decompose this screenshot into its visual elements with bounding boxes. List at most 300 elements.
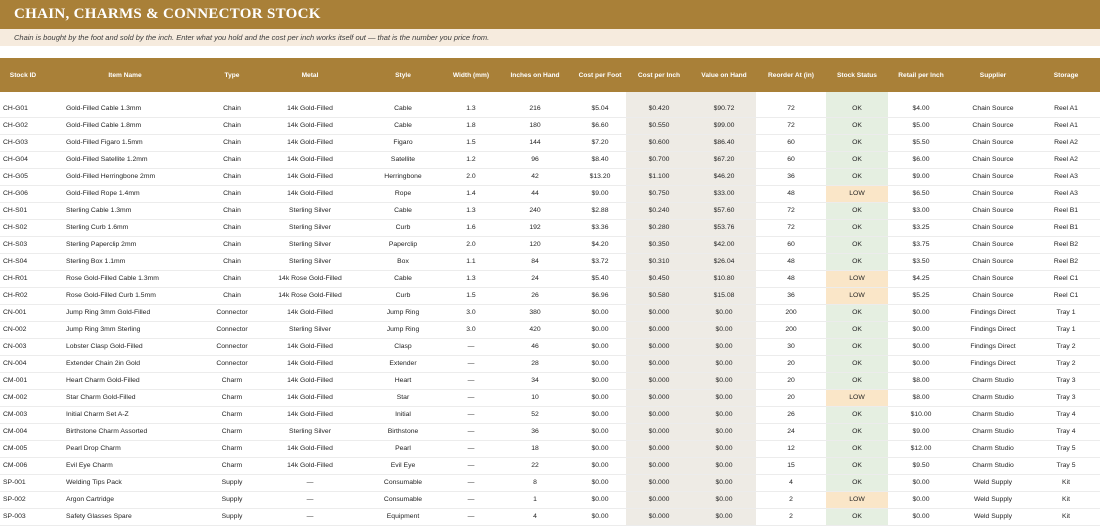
cell-inches-on-hand[interactable]: 1 bbox=[496, 491, 574, 508]
cell-width[interactable]: 2.0 bbox=[446, 168, 496, 185]
cell-stock-id[interactable]: CH-G03 bbox=[0, 134, 46, 151]
cell-stock-status[interactable]: LOW bbox=[826, 185, 888, 202]
cell-value-on-hand[interactable]: $0.00 bbox=[692, 406, 756, 423]
cell-stock-status[interactable]: OK bbox=[826, 355, 888, 372]
cell-type[interactable]: Chain bbox=[204, 168, 260, 185]
cell-item-name[interactable]: Sterling Paperclip 2mm bbox=[46, 236, 204, 253]
cell-value-on-hand[interactable]: $10.80 bbox=[692, 270, 756, 287]
cell-metal[interactable]: Sterling Silver bbox=[260, 423, 360, 440]
cell-item-name[interactable]: Extender Chain 2in Gold bbox=[46, 355, 204, 372]
cell-storage[interactable]: Tray 2 bbox=[1032, 338, 1100, 355]
cell-type[interactable]: Connector bbox=[204, 338, 260, 355]
cell-value-on-hand[interactable]: $90.72 bbox=[692, 92, 756, 117]
cell-storage[interactable]: Kit bbox=[1032, 474, 1100, 491]
cell-stock-status[interactable]: OK bbox=[826, 151, 888, 168]
cell-retail-per-inch[interactable]: $3.00 bbox=[888, 202, 954, 219]
cell-stock-id[interactable]: SP-001 bbox=[0, 474, 46, 491]
cell-cost-per-inch[interactable]: $0.000 bbox=[626, 338, 692, 355]
cell-retail-per-inch[interactable]: $3.75 bbox=[888, 236, 954, 253]
cell-reorder-at[interactable]: 2 bbox=[756, 508, 826, 525]
cell-metal[interactable]: 14k Gold-Filled bbox=[260, 355, 360, 372]
column-header-inches-on-hand[interactable]: Inches on Hand bbox=[496, 58, 574, 92]
cell-item-name[interactable]: Initial Charm Set A-Z bbox=[46, 406, 204, 423]
cell-cost-per-foot[interactable]: $0.00 bbox=[574, 338, 626, 355]
cell-width[interactable]: 1.5 bbox=[446, 287, 496, 304]
cell-style[interactable]: Cable bbox=[360, 270, 446, 287]
cell-inches-on-hand[interactable]: 96 bbox=[496, 151, 574, 168]
cell-supplier[interactable]: Chain Source bbox=[954, 253, 1032, 270]
cell-item-name[interactable]: Jump Ring 3mm Gold-Filled bbox=[46, 304, 204, 321]
cell-reorder-at[interactable]: 24 bbox=[756, 423, 826, 440]
cell-value-on-hand[interactable]: $0.00 bbox=[692, 474, 756, 491]
cell-value-on-hand[interactable]: $0.00 bbox=[692, 457, 756, 474]
cell-cost-per-foot[interactable]: $0.00 bbox=[574, 440, 626, 457]
cell-metal[interactable]: — bbox=[260, 508, 360, 525]
cell-storage[interactable]: Tray 4 bbox=[1032, 423, 1100, 440]
cell-supplier[interactable]: Chain Source bbox=[954, 219, 1032, 236]
cell-inches-on-hand[interactable]: 24 bbox=[496, 270, 574, 287]
cell-style[interactable]: Initial bbox=[360, 406, 446, 423]
cell-metal[interactable]: Sterling Silver bbox=[260, 236, 360, 253]
cell-reorder-at[interactable]: 72 bbox=[756, 202, 826, 219]
cell-stock-id[interactable]: CH-G02 bbox=[0, 117, 46, 134]
cell-stock-id[interactable]: CH-S02 bbox=[0, 219, 46, 236]
cell-width[interactable]: — bbox=[446, 474, 496, 491]
cell-cost-per-foot[interactable]: $0.00 bbox=[574, 423, 626, 440]
cell-cost-per-foot[interactable]: $6.96 bbox=[574, 287, 626, 304]
cell-cost-per-inch[interactable]: $0.450 bbox=[626, 270, 692, 287]
cell-cost-per-inch[interactable]: $0.550 bbox=[626, 117, 692, 134]
cell-stock-status[interactable]: OK bbox=[826, 92, 888, 117]
cell-stock-status[interactable]: OK bbox=[826, 117, 888, 134]
cell-retail-per-inch[interactable]: $0.00 bbox=[888, 508, 954, 525]
cell-width[interactable]: 1.2 bbox=[446, 151, 496, 168]
cell-stock-id[interactable]: CH-G06 bbox=[0, 185, 46, 202]
cell-cost-per-inch[interactable]: $0.000 bbox=[626, 508, 692, 525]
cell-stock-status[interactable]: OK bbox=[826, 338, 888, 355]
cell-width[interactable]: — bbox=[446, 423, 496, 440]
cell-item-name[interactable]: Rose Gold-Filled Curb 1.5mm bbox=[46, 287, 204, 304]
cell-retail-per-inch[interactable]: $0.00 bbox=[888, 304, 954, 321]
cell-style[interactable]: Satellite bbox=[360, 151, 446, 168]
cell-inches-on-hand[interactable]: 144 bbox=[496, 134, 574, 151]
cell-cost-per-foot[interactable]: $0.00 bbox=[574, 474, 626, 491]
cell-reorder-at[interactable]: 36 bbox=[756, 287, 826, 304]
cell-type[interactable]: Connector bbox=[204, 355, 260, 372]
cell-reorder-at[interactable]: 60 bbox=[756, 151, 826, 168]
cell-stock-status[interactable]: OK bbox=[826, 440, 888, 457]
cell-cost-per-foot[interactable]: $3.36 bbox=[574, 219, 626, 236]
cell-item-name[interactable]: Gold-Filled Figaro 1.5mm bbox=[46, 134, 204, 151]
cell-item-name[interactable]: Lobster Clasp Gold-Filled bbox=[46, 338, 204, 355]
cell-stock-status[interactable]: OK bbox=[826, 372, 888, 389]
cell-reorder-at[interactable]: 20 bbox=[756, 372, 826, 389]
cell-reorder-at[interactable]: 48 bbox=[756, 185, 826, 202]
cell-value-on-hand[interactable]: $53.76 bbox=[692, 219, 756, 236]
cell-item-name[interactable]: Gold-Filled Rope 1.4mm bbox=[46, 185, 204, 202]
cell-stock-id[interactable]: SP-002 bbox=[0, 491, 46, 508]
cell-supplier[interactable]: Findings Direct bbox=[954, 355, 1032, 372]
cell-width[interactable]: 1.3 bbox=[446, 92, 496, 117]
cell-stock-id[interactable]: CH-G04 bbox=[0, 151, 46, 168]
cell-stock-status[interactable]: LOW bbox=[826, 389, 888, 406]
cell-reorder-at[interactable]: 26 bbox=[756, 406, 826, 423]
column-header-style[interactable]: Style bbox=[360, 58, 446, 92]
cell-style[interactable]: Consumable bbox=[360, 474, 446, 491]
cell-inches-on-hand[interactable]: 28 bbox=[496, 355, 574, 372]
cell-metal[interactable]: 14k Gold-Filled bbox=[260, 304, 360, 321]
cell-metal[interactable]: 14k Gold-Filled bbox=[260, 92, 360, 117]
cell-type[interactable]: Chain bbox=[204, 236, 260, 253]
cell-stock-status[interactable]: OK bbox=[826, 168, 888, 185]
cell-reorder-at[interactable]: 72 bbox=[756, 117, 826, 134]
cell-stock-id[interactable]: CM-002 bbox=[0, 389, 46, 406]
cell-supplier[interactable]: Charm Studio bbox=[954, 389, 1032, 406]
cell-metal[interactable]: Sterling Silver bbox=[260, 219, 360, 236]
column-header-supplier[interactable]: Supplier bbox=[954, 58, 1032, 92]
cell-cost-per-inch[interactable]: $0.000 bbox=[626, 389, 692, 406]
cell-supplier[interactable]: Chain Source bbox=[954, 168, 1032, 185]
cell-value-on-hand[interactable]: $0.00 bbox=[692, 440, 756, 457]
cell-value-on-hand[interactable]: $0.00 bbox=[692, 321, 756, 338]
cell-style[interactable]: Pearl bbox=[360, 440, 446, 457]
cell-cost-per-foot[interactable]: $6.60 bbox=[574, 117, 626, 134]
cell-cost-per-inch[interactable]: $0.000 bbox=[626, 457, 692, 474]
cell-cost-per-foot[interactable]: $0.00 bbox=[574, 457, 626, 474]
cell-type[interactable]: Charm bbox=[204, 423, 260, 440]
cell-cost-per-inch[interactable]: $0.420 bbox=[626, 92, 692, 117]
cell-supplier[interactable]: Chain Source bbox=[954, 92, 1032, 117]
cell-supplier[interactable]: Chain Source bbox=[954, 287, 1032, 304]
cell-storage[interactable]: Tray 1 bbox=[1032, 321, 1100, 338]
cell-supplier[interactable]: Chain Source bbox=[954, 236, 1032, 253]
cell-reorder-at[interactable]: 20 bbox=[756, 389, 826, 406]
cell-stock-id[interactable]: CM-003 bbox=[0, 406, 46, 423]
cell-cost-per-foot[interactable]: $0.00 bbox=[574, 406, 626, 423]
cell-metal[interactable]: 14k Gold-Filled bbox=[260, 168, 360, 185]
cell-cost-per-foot[interactable]: $0.00 bbox=[574, 321, 626, 338]
cell-value-on-hand[interactable]: $0.00 bbox=[692, 389, 756, 406]
cell-style[interactable]: Evil Eye bbox=[360, 457, 446, 474]
cell-retail-per-inch[interactable]: $9.50 bbox=[888, 457, 954, 474]
cell-cost-per-foot[interactable]: $0.00 bbox=[574, 508, 626, 525]
cell-stock-id[interactable]: CN-004 bbox=[0, 355, 46, 372]
cell-style[interactable]: Extender bbox=[360, 355, 446, 372]
cell-item-name[interactable]: Gold-Filled Satellite 1.2mm bbox=[46, 151, 204, 168]
cell-value-on-hand[interactable]: $0.00 bbox=[692, 338, 756, 355]
cell-type[interactable]: Supply bbox=[204, 474, 260, 491]
cell-style[interactable]: Consumable bbox=[360, 491, 446, 508]
cell-retail-per-inch[interactable]: $8.00 bbox=[888, 372, 954, 389]
cell-cost-per-inch[interactable]: $0.000 bbox=[626, 321, 692, 338]
cell-supplier[interactable]: Weld Supply bbox=[954, 508, 1032, 525]
cell-value-on-hand[interactable]: $0.00 bbox=[692, 372, 756, 389]
cell-storage[interactable]: Reel B2 bbox=[1032, 236, 1100, 253]
cell-storage[interactable]: Tray 5 bbox=[1032, 457, 1100, 474]
cell-supplier[interactable]: Chain Source bbox=[954, 151, 1032, 168]
cell-type[interactable]: Charm bbox=[204, 372, 260, 389]
cell-storage[interactable]: Tray 5 bbox=[1032, 440, 1100, 457]
cell-stock-status[interactable]: OK bbox=[826, 406, 888, 423]
cell-storage[interactable]: Reel C1 bbox=[1032, 270, 1100, 287]
cell-inches-on-hand[interactable]: 180 bbox=[496, 117, 574, 134]
cell-item-name[interactable]: Safety Glasses Spare bbox=[46, 508, 204, 525]
cell-value-on-hand[interactable]: $15.08 bbox=[692, 287, 756, 304]
cell-cost-per-inch[interactable]: $0.350 bbox=[626, 236, 692, 253]
cell-item-name[interactable]: Birthstone Charm Assorted bbox=[46, 423, 204, 440]
cell-inches-on-hand[interactable]: 22 bbox=[496, 457, 574, 474]
cell-storage[interactable]: Kit bbox=[1032, 491, 1100, 508]
column-header-stock-id[interactable]: Stock ID bbox=[0, 58, 46, 92]
cell-reorder-at[interactable]: 2 bbox=[756, 491, 826, 508]
cell-cost-per-foot[interactable]: $13.20 bbox=[574, 168, 626, 185]
cell-reorder-at[interactable]: 30 bbox=[756, 338, 826, 355]
cell-storage[interactable]: Tray 1 bbox=[1032, 304, 1100, 321]
cell-type[interactable]: Charm bbox=[204, 440, 260, 457]
cell-cost-per-inch[interactable]: $0.700 bbox=[626, 151, 692, 168]
cell-type[interactable]: Chain bbox=[204, 117, 260, 134]
cell-supplier[interactable]: Chain Source bbox=[954, 270, 1032, 287]
cell-supplier[interactable]: Charm Studio bbox=[954, 372, 1032, 389]
cell-metal[interactable]: — bbox=[260, 491, 360, 508]
cell-inches-on-hand[interactable]: 84 bbox=[496, 253, 574, 270]
cell-width[interactable]: — bbox=[446, 491, 496, 508]
cell-value-on-hand[interactable]: $67.20 bbox=[692, 151, 756, 168]
cell-cost-per-foot[interactable]: $5.04 bbox=[574, 92, 626, 117]
cell-value-on-hand[interactable]: $0.00 bbox=[692, 491, 756, 508]
cell-retail-per-inch[interactable]: $0.00 bbox=[888, 491, 954, 508]
cell-reorder-at[interactable]: 12 bbox=[756, 440, 826, 457]
cell-storage[interactable]: Reel B1 bbox=[1032, 202, 1100, 219]
cell-stock-id[interactable]: SP-003 bbox=[0, 508, 46, 525]
cell-stock-status[interactable]: OK bbox=[826, 321, 888, 338]
cell-style[interactable]: Curb bbox=[360, 219, 446, 236]
cell-value-on-hand[interactable]: $42.00 bbox=[692, 236, 756, 253]
cell-item-name[interactable]: Evil Eye Charm bbox=[46, 457, 204, 474]
cell-cost-per-foot[interactable]: $5.40 bbox=[574, 270, 626, 287]
cell-reorder-at[interactable]: 4 bbox=[756, 474, 826, 491]
cell-type[interactable]: Supply bbox=[204, 508, 260, 525]
cell-cost-per-inch[interactable]: $0.000 bbox=[626, 440, 692, 457]
cell-width[interactable]: — bbox=[446, 338, 496, 355]
cell-stock-status[interactable]: OK bbox=[826, 236, 888, 253]
cell-inches-on-hand[interactable]: 46 bbox=[496, 338, 574, 355]
cell-reorder-at[interactable]: 60 bbox=[756, 236, 826, 253]
cell-style[interactable]: Star bbox=[360, 389, 446, 406]
cell-width[interactable]: 1.3 bbox=[446, 202, 496, 219]
cell-storage[interactable]: Reel C1 bbox=[1032, 287, 1100, 304]
cell-supplier[interactable]: Weld Supply bbox=[954, 474, 1032, 491]
cell-cost-per-inch[interactable]: $0.750 bbox=[626, 185, 692, 202]
cell-reorder-at[interactable]: 72 bbox=[756, 219, 826, 236]
cell-cost-per-foot[interactable]: $0.00 bbox=[574, 304, 626, 321]
cell-metal[interactable]: 14k Gold-Filled bbox=[260, 457, 360, 474]
cell-width[interactable]: 1.8 bbox=[446, 117, 496, 134]
cell-storage[interactable]: Tray 4 bbox=[1032, 406, 1100, 423]
cell-cost-per-inch[interactable]: $0.000 bbox=[626, 372, 692, 389]
cell-stock-id[interactable]: CN-003 bbox=[0, 338, 46, 355]
cell-type[interactable]: Chain bbox=[204, 134, 260, 151]
cell-stock-id[interactable]: CH-S03 bbox=[0, 236, 46, 253]
cell-item-name[interactable]: Gold-Filled Cable 1.8mm bbox=[46, 117, 204, 134]
cell-item-name[interactable]: Welding Tips Pack bbox=[46, 474, 204, 491]
cell-stock-id[interactable]: CH-S01 bbox=[0, 202, 46, 219]
cell-cost-per-foot[interactable]: $0.00 bbox=[574, 355, 626, 372]
cell-type[interactable]: Connector bbox=[204, 321, 260, 338]
cell-width[interactable]: — bbox=[446, 355, 496, 372]
cell-stock-id[interactable]: CH-G01 bbox=[0, 92, 46, 117]
cell-cost-per-foot[interactable]: $8.40 bbox=[574, 151, 626, 168]
cell-style[interactable]: Jump Ring bbox=[360, 304, 446, 321]
cell-supplier[interactable]: Findings Direct bbox=[954, 321, 1032, 338]
cell-item-name[interactable]: Argon Cartridge bbox=[46, 491, 204, 508]
cell-type[interactable]: Chain bbox=[204, 185, 260, 202]
cell-storage[interactable]: Reel A2 bbox=[1032, 134, 1100, 151]
column-header-width[interactable]: Width (mm) bbox=[446, 58, 496, 92]
cell-item-name[interactable]: Jump Ring 3mm Sterling bbox=[46, 321, 204, 338]
cell-stock-id[interactable]: CM-004 bbox=[0, 423, 46, 440]
cell-cost-per-inch[interactable]: $0.000 bbox=[626, 355, 692, 372]
cell-value-on-hand[interactable]: $33.00 bbox=[692, 185, 756, 202]
cell-inches-on-hand[interactable]: 192 bbox=[496, 219, 574, 236]
cell-cost-per-inch[interactable]: $0.000 bbox=[626, 474, 692, 491]
cell-inches-on-hand[interactable]: 26 bbox=[496, 287, 574, 304]
cell-retail-per-inch[interactable]: $8.00 bbox=[888, 389, 954, 406]
cell-item-name[interactable]: Gold-Filled Herringbone 2mm bbox=[46, 168, 204, 185]
cell-retail-per-inch[interactable]: $10.00 bbox=[888, 406, 954, 423]
cell-value-on-hand[interactable]: $0.00 bbox=[692, 355, 756, 372]
cell-retail-per-inch[interactable]: $5.25 bbox=[888, 287, 954, 304]
cell-width[interactable]: 1.6 bbox=[446, 219, 496, 236]
column-header-type[interactable]: Type bbox=[204, 58, 260, 92]
cell-inches-on-hand[interactable]: 380 bbox=[496, 304, 574, 321]
cell-stock-id[interactable]: CH-G05 bbox=[0, 168, 46, 185]
cell-retail-per-inch[interactable]: $9.00 bbox=[888, 423, 954, 440]
cell-metal[interactable]: 14k Gold-Filled bbox=[260, 389, 360, 406]
cell-storage[interactable]: Reel B2 bbox=[1032, 253, 1100, 270]
cell-inches-on-hand[interactable]: 120 bbox=[496, 236, 574, 253]
cell-retail-per-inch[interactable]: $0.00 bbox=[888, 355, 954, 372]
cell-stock-status[interactable]: OK bbox=[826, 457, 888, 474]
cell-width[interactable]: 3.0 bbox=[446, 321, 496, 338]
cell-type[interactable]: Charm bbox=[204, 406, 260, 423]
cell-inches-on-hand[interactable]: 36 bbox=[496, 423, 574, 440]
cell-storage[interactable]: Kit bbox=[1032, 508, 1100, 525]
cell-inches-on-hand[interactable]: 4 bbox=[496, 508, 574, 525]
cell-retail-per-inch[interactable]: $5.50 bbox=[888, 134, 954, 151]
cell-inches-on-hand[interactable]: 8 bbox=[496, 474, 574, 491]
cell-inches-on-hand[interactable]: 240 bbox=[496, 202, 574, 219]
cell-metal[interactable]: 14k Gold-Filled bbox=[260, 151, 360, 168]
cell-reorder-at[interactable]: 48 bbox=[756, 270, 826, 287]
cell-cost-per-foot[interactable]: $4.20 bbox=[574, 236, 626, 253]
cell-item-name[interactable]: Star Charm Gold-Filled bbox=[46, 389, 204, 406]
cell-retail-per-inch[interactable]: $6.50 bbox=[888, 185, 954, 202]
cell-storage[interactable]: Tray 2 bbox=[1032, 355, 1100, 372]
cell-reorder-at[interactable]: 15 bbox=[756, 457, 826, 474]
cell-item-name[interactable]: Sterling Curb 1.6mm bbox=[46, 219, 204, 236]
cell-value-on-hand[interactable]: $26.04 bbox=[692, 253, 756, 270]
cell-type[interactable]: Chain bbox=[204, 287, 260, 304]
cell-cost-per-foot[interactable]: $9.00 bbox=[574, 185, 626, 202]
cell-style[interactable]: Curb bbox=[360, 287, 446, 304]
cell-stock-status[interactable]: OK bbox=[826, 423, 888, 440]
cell-metal[interactable]: 14k Gold-Filled bbox=[260, 406, 360, 423]
cell-style[interactable]: Cable bbox=[360, 92, 446, 117]
cell-retail-per-inch[interactable]: $3.50 bbox=[888, 253, 954, 270]
cell-item-name[interactable]: Rose Gold-Filled Cable 1.3mm bbox=[46, 270, 204, 287]
cell-reorder-at[interactable]: 72 bbox=[756, 92, 826, 117]
cell-width[interactable]: — bbox=[446, 440, 496, 457]
cell-stock-status[interactable]: OK bbox=[826, 219, 888, 236]
cell-retail-per-inch[interactable]: $0.00 bbox=[888, 338, 954, 355]
cell-cost-per-foot[interactable]: $7.20 bbox=[574, 134, 626, 151]
cell-supplier[interactable]: Charm Studio bbox=[954, 406, 1032, 423]
cell-cost-per-inch[interactable]: $0.000 bbox=[626, 406, 692, 423]
cell-metal[interactable]: 14k Rose Gold-Filled bbox=[260, 287, 360, 304]
cell-stock-id[interactable]: CN-002 bbox=[0, 321, 46, 338]
cell-reorder-at[interactable]: 200 bbox=[756, 321, 826, 338]
cell-supplier[interactable]: Chain Source bbox=[954, 185, 1032, 202]
cell-item-name[interactable]: Sterling Cable 1.3mm bbox=[46, 202, 204, 219]
cell-stock-id[interactable]: CM-006 bbox=[0, 457, 46, 474]
cell-type[interactable]: Chain bbox=[204, 92, 260, 117]
cell-reorder-at[interactable]: 48 bbox=[756, 253, 826, 270]
cell-retail-per-inch[interactable]: $5.00 bbox=[888, 117, 954, 134]
cell-cost-per-inch[interactable]: $0.000 bbox=[626, 491, 692, 508]
cell-cost-per-inch[interactable]: $0.000 bbox=[626, 423, 692, 440]
cell-supplier[interactable]: Weld Supply bbox=[954, 491, 1032, 508]
cell-type[interactable]: Charm bbox=[204, 457, 260, 474]
cell-value-on-hand[interactable]: $0.00 bbox=[692, 508, 756, 525]
cell-cost-per-foot[interactable]: $0.00 bbox=[574, 491, 626, 508]
column-header-value-on-hand[interactable]: Value on Hand bbox=[692, 58, 756, 92]
cell-stock-id[interactable]: CM-005 bbox=[0, 440, 46, 457]
cell-retail-per-inch[interactable]: $12.00 bbox=[888, 440, 954, 457]
cell-type[interactable]: Charm bbox=[204, 389, 260, 406]
cell-retail-per-inch[interactable]: $6.00 bbox=[888, 151, 954, 168]
column-header-metal[interactable]: Metal bbox=[260, 58, 360, 92]
cell-stock-status[interactable]: LOW bbox=[826, 287, 888, 304]
cell-supplier[interactable]: Charm Studio bbox=[954, 440, 1032, 457]
cell-value-on-hand[interactable]: $46.20 bbox=[692, 168, 756, 185]
cell-metal[interactable]: — bbox=[260, 474, 360, 491]
cell-retail-per-inch[interactable]: $4.25 bbox=[888, 270, 954, 287]
cell-inches-on-hand[interactable]: 42 bbox=[496, 168, 574, 185]
cell-cost-per-foot[interactable]: $0.00 bbox=[574, 389, 626, 406]
cell-style[interactable]: Equipment bbox=[360, 508, 446, 525]
cell-storage[interactable]: Reel B1 bbox=[1032, 219, 1100, 236]
cell-type[interactable]: Chain bbox=[204, 202, 260, 219]
cell-stock-status[interactable]: LOW bbox=[826, 270, 888, 287]
cell-retail-per-inch[interactable]: $0.00 bbox=[888, 474, 954, 491]
cell-metal[interactable]: 14k Rose Gold-Filled bbox=[260, 270, 360, 287]
cell-value-on-hand[interactable]: $99.00 bbox=[692, 117, 756, 134]
cell-type[interactable]: Chain bbox=[204, 270, 260, 287]
cell-storage[interactable]: Reel A3 bbox=[1032, 168, 1100, 185]
cell-metal[interactable]: 14k Gold-Filled bbox=[260, 440, 360, 457]
cell-metal[interactable]: Sterling Silver bbox=[260, 253, 360, 270]
column-header-storage[interactable]: Storage bbox=[1032, 58, 1100, 92]
cell-value-on-hand[interactable]: $86.40 bbox=[692, 134, 756, 151]
cell-type[interactable]: Chain bbox=[204, 219, 260, 236]
cell-width[interactable]: — bbox=[446, 372, 496, 389]
cell-reorder-at[interactable]: 200 bbox=[756, 304, 826, 321]
cell-width[interactable]: — bbox=[446, 389, 496, 406]
cell-storage[interactable]: Tray 3 bbox=[1032, 372, 1100, 389]
cell-item-name[interactable]: Heart Charm Gold-Filled bbox=[46, 372, 204, 389]
cell-item-name[interactable]: Gold-Filled Cable 1.3mm bbox=[46, 92, 204, 117]
